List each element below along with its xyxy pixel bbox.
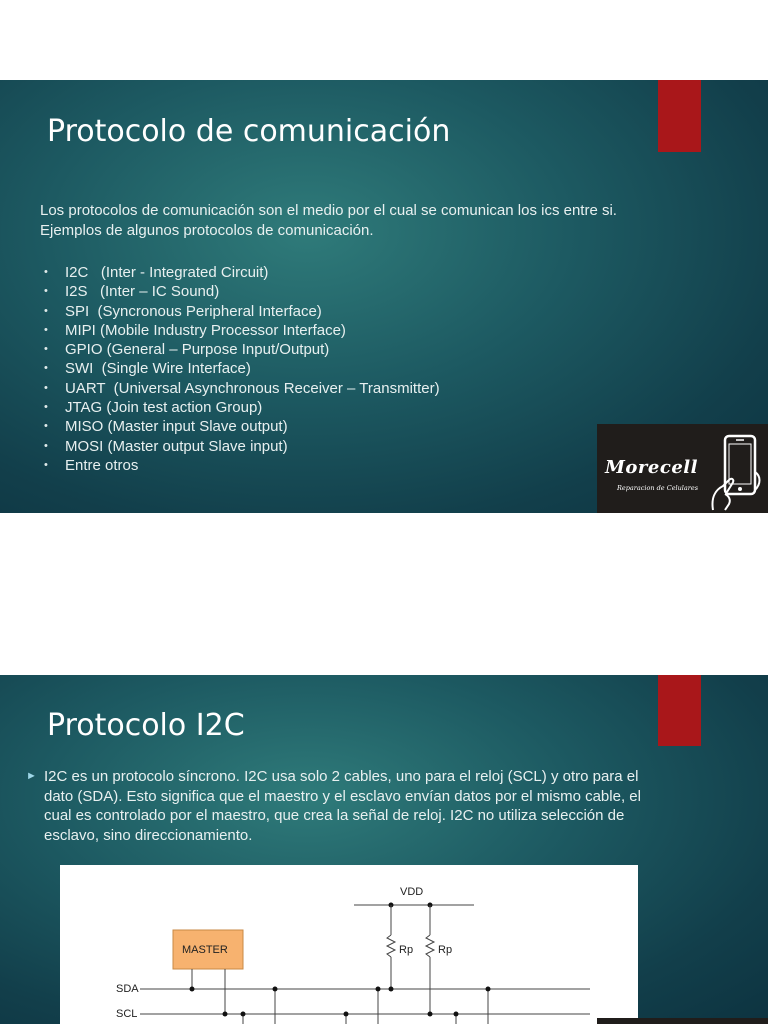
rp-label-sda: Rp bbox=[399, 944, 414, 956]
bullet-dot-icon: • bbox=[44, 343, 48, 356]
protocol-list-item bbox=[44, 340, 440, 359]
junction-dot bbox=[223, 1012, 228, 1017]
logo-name: Morecell bbox=[605, 457, 698, 478]
bullet-dot-icon: • bbox=[44, 304, 48, 317]
junction-dot bbox=[344, 1012, 349, 1017]
junction-dot bbox=[428, 1012, 433, 1017]
protocol-list-item bbox=[44, 398, 440, 417]
red-accent-tab bbox=[658, 80, 701, 152]
protocol-list-item bbox=[44, 302, 440, 321]
protocol-list-item bbox=[44, 437, 440, 456]
protocol-label: JTAG (Join test action Group) bbox=[65, 399, 263, 417]
protocol-list-item bbox=[44, 456, 440, 475]
protocol-label: UART (Universal Asynchronous Receiver – Transmitter) bbox=[65, 379, 440, 397]
pullup-resistor-sda bbox=[387, 935, 395, 957]
bullet-dot-icon: • bbox=[44, 362, 48, 375]
bullet-dot-icon: • bbox=[44, 323, 48, 336]
slide-title: Protocolo I2C bbox=[47, 708, 245, 743]
protocol-label: SPI (Syncronous Peripheral Interface) bbox=[65, 302, 322, 320]
bullet-dot-icon: • bbox=[44, 285, 48, 298]
protocol-label: MOSI (Master output Slave input) bbox=[65, 437, 288, 455]
bullet-dot-icon: • bbox=[44, 381, 48, 394]
junction-dot bbox=[389, 987, 394, 992]
logo-tagline: Reparacion de Celulares bbox=[617, 484, 699, 492]
protocol-label: MIPI (Mobile Industry Processor Interface) bbox=[65, 321, 346, 339]
protocol-list-item bbox=[44, 321, 440, 340]
bullet-dot-icon: • bbox=[44, 458, 48, 471]
junction-dot bbox=[273, 987, 278, 992]
slide-protocolo-i2c bbox=[0, 675, 768, 1024]
morecell-logo bbox=[597, 424, 768, 513]
intro-paragraph: Los protocolos de comunicación son el medio por el cual se comunican los ics entre si. Ejemplos de algunos protocolos de comunicación. bbox=[40, 202, 617, 239]
bullet-dot-icon: • bbox=[44, 266, 48, 278]
pullup-resistor-scl bbox=[426, 935, 434, 957]
protocol-list bbox=[44, 263, 440, 475]
vdd-label: VDD bbox=[400, 886, 424, 898]
sda-label: SDA bbox=[116, 983, 139, 995]
protocol-list-item bbox=[44, 417, 440, 436]
i2c-paragraph: I2C es un protocolo síncrono. I2C usa solo 2 cables, uno para el reloj (SCL) y otro para el dato (SDA). Esto significa que el maestro y el esclavo envían datos por el mismo cable, el cual es controlado por el maestro, que crea la señal de reloj. I2C no utiliza selección de esclavo, sino direccionamiento. bbox=[44, 768, 641, 844]
slide-protocolo-comunicacion bbox=[0, 80, 768, 513]
protocol-label: SWI (Single Wire Interface) bbox=[65, 360, 251, 378]
hand-holding-phone-icon bbox=[705, 432, 765, 512]
protocol-list-item bbox=[44, 282, 440, 301]
protocol-label: MISO (Master input Slave output) bbox=[65, 418, 288, 436]
i2c-bus-diagram bbox=[60, 865, 638, 1024]
junction-dot bbox=[241, 1012, 246, 1017]
protocol-label: GPIO (General – Purpose Input/Output) bbox=[65, 341, 330, 359]
red-accent-tab bbox=[658, 675, 701, 746]
master-label: MASTER bbox=[182, 944, 228, 956]
junction-dot bbox=[454, 1012, 459, 1017]
triangle-right-arrow-icon: ► bbox=[26, 770, 37, 782]
protocol-list-item bbox=[44, 359, 440, 378]
protocol-list-item bbox=[44, 263, 440, 282]
bullet-dot-icon: • bbox=[44, 439, 48, 452]
rp-label-scl: Rp bbox=[438, 944, 453, 956]
protocol-label: Entre otros bbox=[65, 456, 139, 474]
junction-dot bbox=[486, 987, 491, 992]
slide-title: Protocolo de comunicación bbox=[47, 114, 451, 149]
bullet-point bbox=[26, 767, 666, 845]
scl-label: SCL bbox=[116, 1008, 138, 1020]
junction-dot bbox=[376, 987, 381, 992]
protocol-label: I2S (Inter – IC Sound) bbox=[65, 283, 220, 301]
bullet-dot-icon: • bbox=[44, 420, 48, 433]
i2c-schematic bbox=[60, 865, 638, 1024]
bullet-dot-icon: • bbox=[44, 401, 48, 414]
protocol-label: I2C (Inter - Integrated Circuit) bbox=[65, 264, 269, 281]
protocol-list-item bbox=[44, 379, 440, 398]
junction-dot bbox=[190, 987, 195, 992]
morecell-logo-partial bbox=[597, 1018, 768, 1024]
